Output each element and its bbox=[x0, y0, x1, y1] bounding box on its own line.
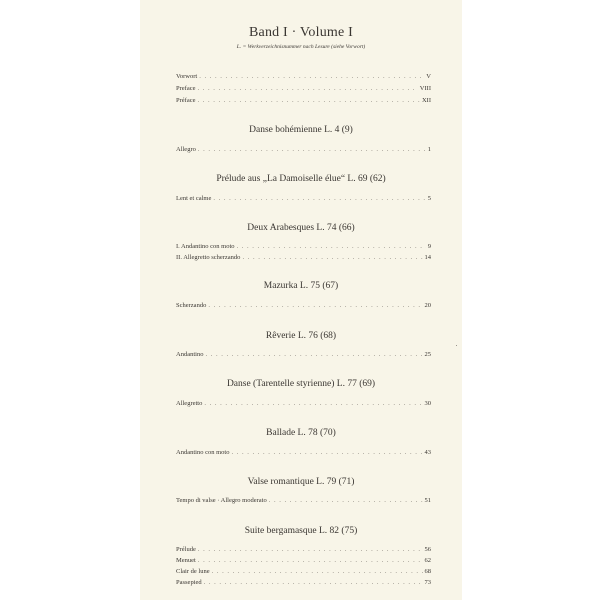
section-heading: Prélude aus „La Damoiselle élue“ L. 69 (62) bbox=[216, 174, 386, 184]
toc-entry-page: 30 bbox=[424, 400, 431, 407]
toc-entry-page: 25 bbox=[424, 351, 431, 358]
page-subtitle: L. = Werkverzeichnisnummer nach Lesure (siehe Vorwort) bbox=[236, 44, 366, 50]
toc-entry-label: Scherzando bbox=[176, 302, 207, 309]
toc-entry-label: Andantino con moto bbox=[176, 449, 230, 456]
section-heading: Mazurka L. 75 (67) bbox=[263, 281, 339, 291]
toc-entry-label: Clair de lune bbox=[176, 568, 210, 575]
toc-entry-label: I. Andantino con moto bbox=[176, 243, 235, 250]
toc-entry-page: 56 bbox=[424, 546, 431, 553]
paper-speck bbox=[456, 345, 457, 346]
toc-entry bbox=[176, 194, 431, 203]
dot-leader bbox=[197, 96, 419, 105]
toc-entry bbox=[176, 253, 431, 262]
dot-leader bbox=[198, 145, 426, 154]
toc-entry-page: 51 bbox=[424, 497, 431, 504]
toc-entry-page: 1 bbox=[427, 146, 431, 153]
toc-entry bbox=[176, 578, 431, 587]
section-heading: Deux Arabesques L. 74 (66) bbox=[247, 223, 355, 233]
toc-entry-label: Preface bbox=[176, 85, 196, 92]
dot-leader bbox=[237, 242, 426, 251]
toc-entry-label: Allegretto bbox=[176, 400, 203, 407]
toc-entry-label: Prélude bbox=[176, 546, 196, 553]
toc-entry-label: Vorwort bbox=[176, 73, 198, 80]
dot-leader bbox=[198, 545, 423, 554]
toc-entry-preface bbox=[176, 84, 431, 93]
section-heading: Suite bergamasque L. 82 (75) bbox=[244, 526, 358, 536]
dot-leader bbox=[231, 448, 422, 457]
toc-entry-label: Tempo di valse · Allegro moderato bbox=[176, 497, 267, 504]
toc-entry-label: Préface bbox=[176, 97, 196, 104]
dot-leader bbox=[212, 567, 423, 576]
dot-leader bbox=[269, 496, 423, 505]
toc-entry bbox=[176, 567, 431, 576]
toc-entry-preface-fr bbox=[176, 96, 431, 105]
toc-entry-label: Lent et calme bbox=[176, 195, 212, 202]
toc-entry-label: Menuet bbox=[176, 557, 196, 564]
toc-entry bbox=[176, 145, 431, 154]
toc-entry-page: 5 bbox=[427, 195, 431, 202]
toc-entry bbox=[176, 556, 431, 565]
toc-entry bbox=[176, 301, 431, 310]
page-title: Band I · Volume I bbox=[249, 25, 353, 40]
toc-entry-label: Allegro bbox=[176, 146, 196, 153]
toc-entry-page: 62 bbox=[424, 557, 431, 564]
toc-entry-page: 68 bbox=[424, 568, 431, 575]
toc-entry bbox=[176, 242, 431, 251]
toc-entry-page: XII bbox=[421, 97, 431, 104]
dot-leader bbox=[198, 556, 423, 565]
toc-entry-vorwort bbox=[176, 72, 431, 81]
section-heading: Rêverie L. 76 (68) bbox=[265, 331, 337, 341]
section-heading: Ballade L. 78 (70) bbox=[266, 428, 336, 438]
toc-page bbox=[140, 0, 462, 600]
toc-entry-page: 43 bbox=[424, 449, 431, 456]
section-heading: Danse bohémienne L. 4 (9) bbox=[249, 125, 353, 135]
dot-leader bbox=[208, 301, 422, 310]
dot-leader bbox=[204, 578, 423, 587]
toc-entry bbox=[176, 448, 431, 457]
dot-leader bbox=[199, 72, 424, 81]
toc-entry bbox=[176, 545, 431, 554]
toc-entry-page: 9 bbox=[427, 243, 431, 250]
dot-leader bbox=[242, 253, 422, 262]
toc-entry bbox=[176, 350, 431, 359]
toc-entry bbox=[176, 496, 431, 505]
toc-entry-page: V bbox=[426, 73, 431, 80]
toc-entry-label: Passepied bbox=[176, 579, 202, 586]
toc-entry-page: VIII bbox=[419, 85, 431, 92]
toc-entry-label: Andantino bbox=[176, 351, 204, 358]
dot-leader bbox=[197, 84, 417, 93]
section-heading: Danse (Tarentelle styrienne) L. 77 (69) bbox=[226, 379, 376, 389]
dot-leader bbox=[204, 399, 422, 408]
toc-entry bbox=[176, 399, 431, 408]
section-heading: Valse romantique L. 79 (71) bbox=[247, 477, 355, 487]
toc-entry-page: 73 bbox=[424, 579, 431, 586]
dot-leader bbox=[205, 350, 422, 359]
toc-entry-page: 14 bbox=[424, 254, 431, 261]
dot-leader bbox=[213, 194, 425, 203]
toc-entry-page: 20 bbox=[424, 302, 431, 309]
toc-entry-label: II. Allegretto scherzando bbox=[176, 254, 241, 261]
